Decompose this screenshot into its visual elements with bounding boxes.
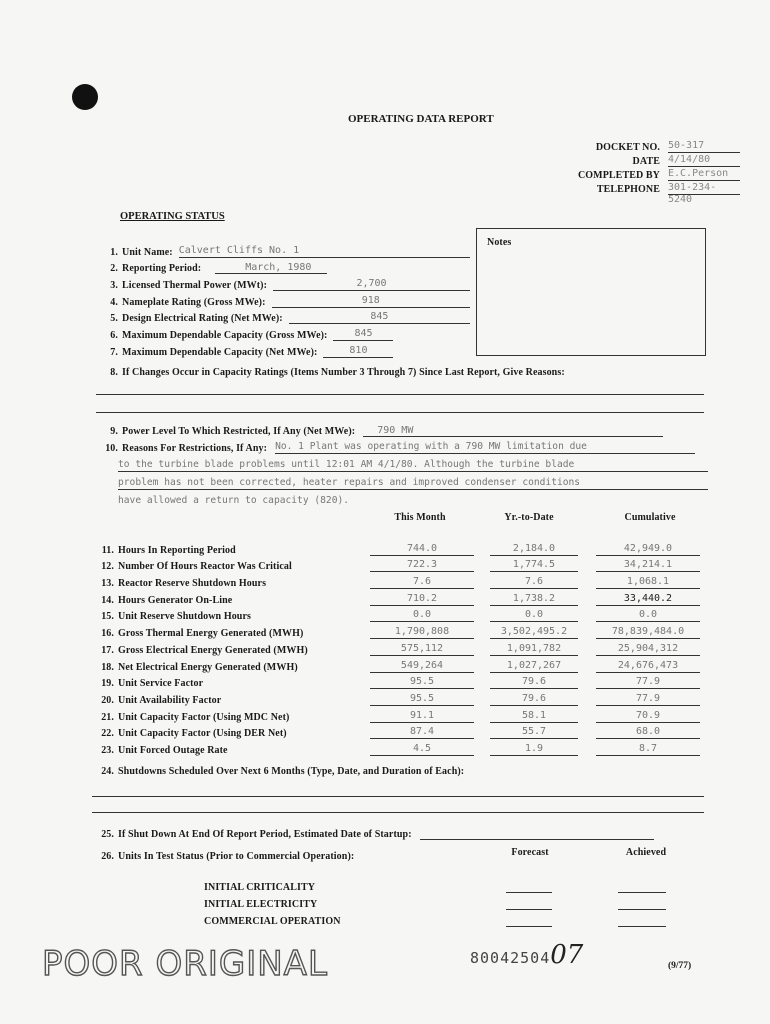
achieved-blank	[618, 899, 666, 910]
row-label: Unit Availability Factor	[118, 694, 222, 706]
list-item	[204, 893, 666, 910]
cell-this-month: 575,112	[370, 642, 474, 656]
table-row	[94, 656, 706, 673]
cell-this-month: 95.5	[370, 692, 474, 706]
punch-hole	[72, 84, 98, 110]
test-item-label: COMMERCIAL OPERATION	[204, 916, 341, 927]
table-row	[94, 622, 706, 639]
document-number-handwritten: 07	[550, 940, 584, 970]
cell-cumulative: 68.0	[596, 725, 700, 739]
forecast-blank	[506, 899, 552, 910]
row-number: 18.	[101, 661, 114, 673]
row-number: 23.	[101, 744, 114, 756]
table-row	[94, 572, 706, 589]
docket-value: 50-317	[668, 140, 740, 153]
document-number-printed: 80042504	[470, 949, 551, 967]
item-value: March, 1980	[215, 262, 327, 274]
cell-yr-to-date: 1.9	[490, 742, 578, 756]
item-number: 3.	[110, 280, 118, 292]
date-row	[520, 153, 740, 167]
cell-cumulative: 34,214.1	[596, 558, 700, 572]
status-item-nameplate	[98, 291, 470, 308]
reason-line: No. 1 Plant was operating with a 790 MW limitation due	[275, 441, 695, 454]
list-item	[204, 876, 666, 893]
item-number: 24.	[101, 766, 114, 777]
item-number: 7.	[110, 346, 118, 358]
row-label: Gross Electrical Energy Generated (MWH)	[118, 644, 308, 656]
item-number: 2.	[110, 263, 118, 275]
completed-by-row	[520, 167, 740, 181]
row-label: Unit Service Factor	[118, 678, 204, 690]
status-item-mdc-net	[98, 341, 470, 358]
item-label: Design Electrical Rating (Net MWe):	[122, 313, 283, 325]
item-10	[98, 441, 695, 454]
poor-original-stamp: POOR ORIGINAL	[42, 944, 328, 984]
cell-yr-to-date: 58.1	[490, 709, 578, 723]
achieved-header: Achieved	[625, 847, 667, 858]
item-label: Nameplate Rating (Gross MWe):	[122, 296, 266, 308]
item-number: 9.	[110, 426, 118, 437]
row-number: 13.	[101, 578, 114, 590]
operating-status-heading: OPERATING STATUS	[120, 211, 225, 222]
cell-this-month: 95.5	[370, 675, 474, 689]
status-item-thermal-power	[98, 274, 470, 291]
item-label: Maximum Dependable Capacity (Net MWe):	[122, 346, 318, 358]
table-row	[94, 556, 706, 573]
cell-yr-to-date: 1,738.2	[490, 592, 578, 606]
row-label: Unit Reserve Shutdown Hours	[118, 611, 251, 623]
cell-cumulative: 70.9	[596, 709, 700, 723]
item-value: 845	[289, 311, 470, 324]
column-header-yr-to-date: Yr.-to-Date	[504, 512, 554, 523]
table-row	[94, 673, 706, 690]
telephone-row	[520, 181, 740, 205]
cell-this-month: 1,790,808	[370, 625, 474, 639]
status-item-mdc-gross	[98, 324, 470, 341]
table-row	[94, 723, 706, 740]
status-item-unit-name	[98, 241, 470, 258]
item-number: 25.	[101, 829, 114, 840]
row-number: 22.	[101, 728, 114, 740]
status-items	[98, 241, 470, 358]
cell-this-month: 7.6	[370, 575, 474, 589]
row-label: Unit Capacity Factor (Using DER Net)	[118, 728, 287, 740]
cell-yr-to-date: 79.6	[490, 692, 578, 706]
status-item-reporting-period	[98, 258, 470, 275]
cell-cumulative: 42,949.0	[596, 542, 700, 556]
reason-line: problem has not been corrected, heater repairs and improved condenser conditions	[118, 476, 708, 490]
reason-line: have allowed a return to capacity (820).	[118, 495, 350, 506]
row-label: Number Of Hours Reactor Was Critical	[118, 561, 292, 573]
cell-cumulative: 1,068.1	[596, 575, 700, 589]
row-label: Hours In Reporting Period	[118, 544, 236, 556]
row-number: 12.	[101, 561, 114, 573]
test-status-list	[204, 876, 666, 927]
status-item-design-rating	[98, 308, 470, 325]
row-number: 17.	[101, 644, 114, 656]
forecast-blank	[506, 882, 552, 893]
cell-yr-to-date: 1,091,782	[490, 642, 578, 656]
row-label: Hours Generator On-Line	[118, 594, 233, 606]
item-value: 918	[272, 295, 470, 308]
item-26	[94, 846, 354, 864]
cell-yr-to-date: 0.0	[490, 608, 578, 622]
row-number: 16.	[101, 628, 114, 640]
item-label: Reporting Period:	[122, 263, 202, 275]
item-number: 1.	[110, 246, 118, 258]
item-label: Reasons For Restrictions, If Any:	[122, 443, 268, 454]
item-25	[94, 828, 654, 840]
item-8	[98, 362, 565, 380]
notes-box	[476, 228, 706, 356]
table-row	[94, 706, 706, 723]
item-9	[98, 425, 663, 437]
table-row	[94, 539, 706, 556]
row-label: Reactor Reserve Shutdown Hours	[118, 578, 267, 590]
forecast-header: Forecast	[511, 847, 549, 858]
cell-this-month: 0.0	[370, 608, 474, 622]
report-title: OPERATING DATA REPORT	[348, 113, 494, 125]
document-number	[470, 940, 583, 970]
item-label: Licensed Thermal Power (MWt):	[122, 280, 267, 292]
cell-cumulative: 33,440.2	[596, 592, 700, 606]
docket-row	[520, 139, 740, 153]
startup-date-blank	[420, 828, 654, 840]
test-item-label: INITIAL CRITICALITY	[204, 882, 316, 893]
item-8-blank-line-1	[96, 394, 704, 395]
item-24-blank-line-2	[92, 812, 704, 813]
cell-this-month: 710.2	[370, 592, 474, 606]
item-label: Shutdowns Scheduled Over Next 6 Months (Type, Date, and Duration of Each):	[118, 766, 465, 777]
row-number: 11.	[101, 544, 114, 556]
telephone-value: 301-234-5240	[668, 182, 740, 195]
cell-yr-to-date: 7.6	[490, 575, 578, 589]
achieved-blank	[618, 916, 666, 927]
cell-this-month: 87.4	[370, 725, 474, 739]
row-label: Gross Thermal Energy Generated (MWH)	[118, 628, 304, 640]
cell-yr-to-date: 1,027,267	[490, 659, 578, 673]
cell-this-month: 91.1	[370, 709, 474, 723]
cell-this-month: 744.0	[370, 542, 474, 556]
item-value: 845	[333, 328, 393, 341]
item-value: Calvert Cliffs No. 1	[179, 245, 470, 258]
row-number: 15.	[101, 611, 114, 623]
forecast-blank	[506, 916, 552, 927]
row-label: Unit Capacity Factor (Using MDC Net)	[118, 711, 290, 723]
cell-this-month: 4.5	[370, 742, 474, 756]
cell-yr-to-date: 2,184.0	[490, 542, 578, 556]
notes-label: Notes	[487, 237, 512, 248]
form-code: (9/77)	[668, 961, 692, 971]
item-label: Maximum Dependable Capacity (Gross MWe):	[122, 330, 328, 342]
header-block	[520, 139, 740, 205]
item-number: 10.	[105, 443, 118, 454]
item-label: Unit Name:	[122, 246, 173, 258]
cell-cumulative: 25,904,312	[596, 642, 700, 656]
item-number: 26.	[101, 851, 114, 862]
data-table	[94, 539, 706, 756]
cell-cumulative: 77.9	[596, 675, 700, 689]
row-number: 21.	[101, 711, 114, 723]
item-number: 4.	[110, 296, 118, 308]
cell-this-month: 549,264	[370, 659, 474, 673]
item-label: If Shut Down At End Of Report Period, Estimated Date of Startup:	[118, 829, 412, 840]
item-value: 2,700	[273, 278, 470, 291]
item-value: 790 MW	[363, 425, 663, 437]
item-number: 5.	[110, 313, 118, 325]
completed-by-label: COMPLETED BY	[577, 170, 660, 181]
item-24	[94, 761, 464, 779]
table-row	[94, 739, 706, 756]
docket-label: DOCKET NO.	[595, 142, 660, 153]
date-label: DATE	[632, 156, 660, 167]
date-value: 4/14/80	[668, 154, 740, 167]
row-number: 19.	[101, 678, 114, 690]
completed-by-value: E.C.Person	[668, 168, 740, 181]
row-label: Unit Forced Outage Rate	[118, 744, 228, 756]
cell-this-month: 722.3	[370, 558, 474, 572]
cell-cumulative: 78,839,484.0	[596, 625, 700, 639]
column-header-this-month: This Month	[394, 512, 446, 523]
achieved-blank	[618, 882, 666, 893]
table-row	[94, 589, 706, 606]
item-value: 810	[323, 345, 393, 358]
telephone-label: TELEPHONE	[596, 184, 660, 195]
column-header-cumulative: Cumulative	[624, 512, 676, 523]
cell-cumulative: 77.9	[596, 692, 700, 706]
cell-yr-to-date: 55.7	[490, 725, 578, 739]
row-label: Net Electrical Energy Generated (MWH)	[118, 661, 298, 673]
table-row	[94, 689, 706, 706]
item-8-blank-line-2	[96, 412, 704, 413]
cell-yr-to-date: 1,774.5	[490, 558, 578, 572]
item-24-blank-line-1	[92, 796, 704, 797]
cell-cumulative: 24,676,473	[596, 659, 700, 673]
cell-cumulative: 0.0	[596, 608, 700, 622]
reason-line: to the turbine blade problems until 12:01 AM 4/1/80. Although the turbine blade	[118, 458, 708, 472]
item-label: Power Level To Which Restricted, If Any (Net MWe):	[122, 426, 356, 437]
list-item	[204, 910, 666, 927]
item-number: 6.	[110, 330, 118, 342]
row-number: 20.	[101, 694, 114, 706]
cell-cumulative: 8.7	[596, 742, 700, 756]
test-item-label: INITIAL ELECTRICITY	[204, 899, 318, 910]
table-row	[94, 639, 706, 656]
table-row	[94, 606, 706, 623]
cell-yr-to-date: 3,502,495.2	[490, 625, 578, 639]
row-number: 14.	[101, 594, 114, 606]
item-label: If Changes Occur in Capacity Ratings (Items Number 3 Through 7) Since Last Report, Give Reasons:	[122, 367, 565, 378]
cell-yr-to-date: 79.6	[490, 675, 578, 689]
item-label: Units In Test Status (Prior to Commercial Operation):	[118, 851, 355, 862]
item-number: 8.	[110, 367, 118, 378]
